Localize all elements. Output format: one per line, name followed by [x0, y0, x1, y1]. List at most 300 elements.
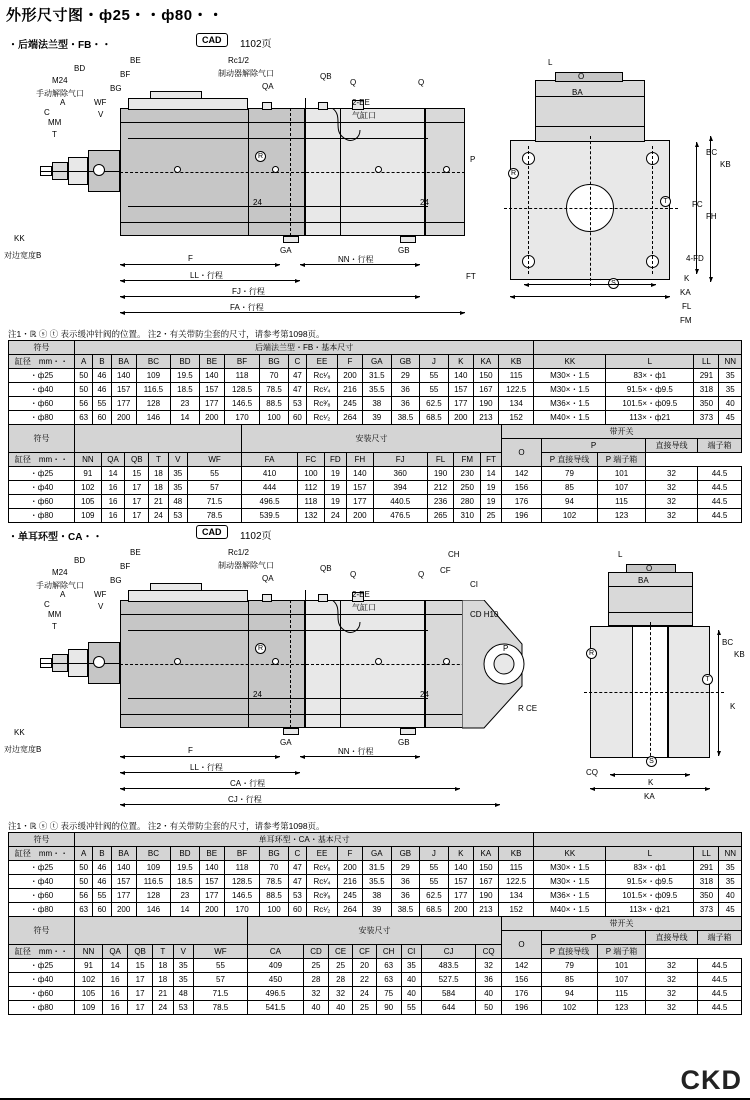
fb-mounting-dimensions-table	[8, 424, 742, 523]
cell: 15	[128, 959, 153, 973]
cell: 24	[149, 509, 168, 523]
cell: 14	[481, 467, 502, 481]
cell: 60	[93, 411, 111, 425]
table-row	[9, 973, 742, 987]
cell: 39	[363, 903, 392, 917]
cell: 410	[242, 467, 298, 481]
cell: 250	[454, 481, 481, 495]
cell: 142	[502, 467, 542, 481]
cell: M36×・1.5	[534, 397, 606, 411]
cell: 88.5	[260, 397, 289, 411]
cell: 291	[694, 861, 719, 875]
cell: 146	[136, 411, 170, 425]
cell: 50	[75, 369, 93, 383]
cell: 38.5	[391, 903, 420, 917]
cell: Rc¹⁄₄	[307, 383, 338, 397]
ca-t2-h-7: CD	[303, 945, 328, 959]
cell: 132	[298, 509, 325, 523]
cell: 476.5	[373, 509, 427, 523]
cell: M30×・1.5	[534, 875, 606, 889]
cell: 310	[454, 509, 481, 523]
cell: 122.5	[498, 383, 533, 397]
ca-t1-h-14: K	[448, 847, 473, 861]
cad-badge-fb: CAD	[196, 33, 228, 47]
cell: 19	[324, 467, 346, 481]
cell: 47	[288, 861, 306, 875]
cell: 15	[125, 467, 149, 481]
ca-t2-r1-size: ・ф40	[9, 973, 75, 987]
cell: 167	[473, 875, 498, 889]
ca-t1-h-1: B	[93, 847, 111, 861]
cell: 128.5	[224, 875, 259, 889]
cell: 53	[288, 889, 306, 903]
cell: 150	[473, 861, 498, 875]
cell: 18.5	[171, 383, 200, 397]
cell: 115	[498, 369, 533, 383]
cell: 19.5	[171, 369, 200, 383]
cell: 200	[199, 411, 224, 425]
cell: 63	[376, 973, 401, 987]
cell: 245	[337, 889, 362, 903]
cell: 140	[199, 861, 224, 875]
cell: 102	[542, 1001, 598, 1015]
cell: 75	[376, 987, 401, 1001]
cell: 109	[75, 1001, 103, 1015]
cell: 200	[448, 903, 473, 917]
cell: 70	[260, 369, 289, 383]
cell: 94	[542, 987, 598, 1001]
section-heading-fb: ・后端法兰型・FB・・	[8, 40, 112, 51]
ca-mounting-dimensions-table	[8, 916, 742, 1015]
cell: 196	[502, 1001, 542, 1015]
cell: 55	[420, 861, 449, 875]
cell: 109	[75, 509, 102, 523]
ca-note: 注1・ℝ ⓢ ⓣ 表示缓冲针阀的位置。 注2・有关带防尘套的尺寸，请参考第1098页。	[8, 821, 325, 831]
cell: 21	[149, 495, 168, 509]
cell: 24	[153, 1001, 173, 1015]
cell: Rc³⁄₈	[307, 397, 338, 411]
cell: 157	[199, 383, 224, 397]
fb-t1-h-17: KK	[534, 355, 606, 369]
ca-t1-corner: 符号	[9, 833, 75, 847]
cell: 68.5	[420, 903, 449, 917]
cell: 444	[242, 481, 298, 495]
cad-page-ca: 1102页	[240, 531, 272, 542]
cell: 25	[353, 1001, 376, 1015]
cell: M30×・1.5	[534, 383, 606, 397]
fb-side-view: R M24 手动解除气口 A WF C V MM T BD BE BF BG Rc1/2 制动器解除气口 QA QB Q Q 2-EE 气缸口 KK 对边宽度B 24 24 P GA GB F LL・行程 NN・行程 FJ・行程 FA・行程 FT	[4, 56, 476, 312]
fb-t2-sub-3: 端子箱	[698, 439, 742, 453]
cell: 118	[224, 369, 259, 383]
cell: 78.5	[188, 509, 242, 523]
cell: 55	[193, 959, 247, 973]
ca-t2-extra-group: 带开关	[502, 917, 742, 931]
cell: 56	[75, 397, 93, 411]
cell: 79	[542, 959, 598, 973]
fb-t2-h-12: FM	[454, 453, 481, 467]
cell: 55	[401, 1001, 421, 1015]
cell: 44.5	[698, 987, 742, 1001]
cell: 35	[719, 861, 742, 875]
fb-t2-sub-1: P 端子箱	[598, 453, 646, 467]
cell: 122.5	[498, 875, 533, 889]
cell: 57	[188, 481, 242, 495]
cell: 40	[719, 889, 742, 903]
cell: 38	[363, 889, 392, 903]
cell: M30×・1.5	[534, 861, 606, 875]
cell: 71.5	[193, 987, 247, 1001]
ca-t2-group-title: 安装尺寸	[247, 917, 501, 945]
fb-t2-r2-size: ・ф60	[9, 495, 75, 509]
cell: 100	[260, 411, 289, 425]
cell: 483.5	[422, 959, 476, 973]
cell: 142	[502, 959, 542, 973]
ca-t2-rowlabel: 缸径 mm・・	[9, 945, 75, 959]
cell: 32	[646, 987, 698, 1001]
cell: 44.5	[698, 959, 742, 973]
cell: 496.5	[242, 495, 298, 509]
cell: 83×・ф1	[606, 861, 694, 875]
table-row	[9, 411, 742, 425]
cell: 200	[111, 411, 136, 425]
ca-t1-h-20: NN	[719, 847, 742, 861]
cell: 118	[224, 861, 259, 875]
cell: 47	[288, 875, 306, 889]
cell: 57	[193, 973, 247, 987]
fb-t2-h-2: QB	[125, 453, 149, 467]
cell: Rc¹⁄₂	[307, 903, 338, 917]
cell: 123	[598, 509, 646, 523]
cell: 14	[103, 959, 128, 973]
cell: 190	[427, 467, 454, 481]
cell: 36	[391, 383, 420, 397]
brand-logo: CKD	[680, 1065, 742, 1095]
cell: 91.5×・ф9.5	[606, 383, 694, 397]
cell: 157	[199, 875, 224, 889]
cell: 25	[328, 959, 352, 973]
cell: Rc¹⁄₈	[307, 861, 338, 875]
cell: 212	[427, 481, 454, 495]
cell: 102	[542, 509, 598, 523]
cell: 91	[75, 959, 103, 973]
cell: 140	[448, 369, 473, 383]
cell: 128	[136, 889, 170, 903]
cell: 60	[288, 903, 306, 917]
cell: 68.5	[420, 411, 449, 425]
cell: 16	[103, 987, 128, 1001]
cell: 44.5	[698, 481, 742, 495]
cell: 318	[694, 875, 719, 889]
cell: 35	[173, 959, 193, 973]
ca-t2-h-1: QA	[103, 945, 128, 959]
ca-t1-r2-size: ・ф60	[9, 889, 75, 903]
ca-t2-r0-size: ・ф25	[9, 959, 75, 973]
cell: 90	[376, 1001, 401, 1015]
cell: 50	[476, 1001, 502, 1015]
cell: 496.5	[247, 987, 303, 1001]
fb-t1-r0-size: ・ф25	[9, 369, 75, 383]
cell: 16	[101, 495, 125, 509]
ca-side-view: R M24 手动解除气口 A WF C V MM T BD BE BF BG Rc1/2 制动器解除气口 QA QB Q Q 2-EE 气缸口 CH CF CI CD H10 KK 对边宽度B 24 24 P R CE GA GB F NN・行程 LL・行程 CA・行程 CJ・行程	[4, 548, 538, 804]
cell: 32	[646, 481, 698, 495]
fb-t2-h-8: FD	[324, 453, 346, 467]
cell: 38.5	[391, 411, 420, 425]
cell: 21	[153, 987, 173, 1001]
cell: 46	[93, 875, 111, 889]
ca-t1-h-6: BF	[224, 847, 259, 861]
cell: 24	[324, 509, 346, 523]
cell: 62.5	[420, 889, 449, 903]
cell: 32	[476, 959, 502, 973]
cell: 35	[719, 875, 742, 889]
ca-t2-sub-0: P 直接导线	[542, 945, 598, 959]
cell: 62.5	[420, 397, 449, 411]
fb-t1-h-9: EE	[307, 355, 338, 369]
ca-t1-h-15: KA	[473, 847, 498, 861]
fb-t2-h-1: QA	[101, 453, 125, 467]
cell: 55	[420, 383, 449, 397]
cell: 46	[93, 861, 111, 875]
fb-t2-h-13: FT	[481, 453, 502, 467]
cell: 177	[111, 889, 136, 903]
cell: 123	[598, 1001, 646, 1015]
cell: 140	[347, 467, 374, 481]
cell: M40×・1.5	[534, 903, 606, 917]
cell: 200	[347, 509, 374, 523]
cell: 170	[224, 411, 259, 425]
ca-t2-h-5: WF	[193, 945, 247, 959]
cell: 100	[260, 903, 289, 917]
ca-t2-r2-size: ・ф60	[9, 987, 75, 1001]
ca-t2-r3-size: ・ф80	[9, 1001, 75, 1015]
cell: 14	[101, 467, 125, 481]
cell: 350	[694, 397, 719, 411]
cell: 53	[173, 1001, 193, 1015]
cell: 32	[303, 987, 328, 1001]
cell: 280	[454, 495, 481, 509]
cell: 134	[498, 397, 533, 411]
cell: 18	[153, 959, 173, 973]
section-heading-ca: ・单耳环型・CA・・	[8, 532, 103, 543]
ca-t1-rowlabel: 缸径 mm・・	[9, 847, 75, 861]
cell: 55	[93, 397, 111, 411]
ca-t1-r1-size: ・ф40	[9, 875, 75, 889]
cell: 190	[473, 397, 498, 411]
fb-t2-h-5: WF	[188, 453, 242, 467]
cell: 85	[542, 973, 598, 987]
cell: 112	[298, 481, 325, 495]
ca-t1-h-5: BE	[199, 847, 224, 861]
ca-t2-h-12: CJ	[422, 945, 476, 959]
cell: 16	[103, 973, 128, 987]
ca-t2-sub-1: P 端子箱	[598, 945, 646, 959]
ca-t1-extra-group	[534, 833, 742, 847]
cell: 63	[75, 903, 93, 917]
cell: 40	[476, 987, 502, 1001]
fb-t1-h-10: F	[337, 355, 362, 369]
cell: 44.5	[698, 509, 742, 523]
cell: 28	[328, 973, 352, 987]
ca-t1-h-19: LL	[694, 847, 719, 861]
cell: Rc¹⁄₄	[307, 875, 338, 889]
cad-badge-ca: CAD	[196, 525, 228, 539]
cell: 36	[391, 875, 420, 889]
cell: 56	[75, 889, 93, 903]
cell: 156	[502, 481, 542, 495]
cell: 17	[125, 495, 149, 509]
fb-t2-h-0: NN	[75, 453, 102, 467]
cell: 102	[75, 973, 103, 987]
fb-t2-sub-0: P 直接导线	[542, 453, 598, 467]
cell: 128.5	[224, 383, 259, 397]
cell: 55	[420, 369, 449, 383]
cell: 101	[598, 467, 646, 481]
fb-t1-h-13: J	[420, 355, 449, 369]
cell: Rc¹⁄₈	[307, 369, 338, 383]
ca-t1-h-16: KB	[498, 847, 533, 861]
ca-t2-h-O: O	[502, 931, 542, 959]
cell: 55	[188, 467, 242, 481]
ca-t2-h-8: CE	[328, 945, 352, 959]
cell: 115	[598, 987, 646, 1001]
cell: 19	[481, 495, 502, 509]
cell: 53	[288, 397, 306, 411]
cell: 70	[260, 861, 289, 875]
cell: 200	[337, 369, 362, 383]
cell: 48	[168, 495, 187, 509]
ca-t1-h-8: C	[288, 847, 306, 861]
cell: 14	[171, 903, 200, 917]
fb-t2-group-title: 安装尺寸	[242, 425, 502, 453]
fb-t2-r3-size: ・ф80	[9, 509, 75, 523]
cell: 360	[373, 467, 427, 481]
cell: 101	[598, 959, 646, 973]
cell: M36×・1.5	[534, 889, 606, 903]
table-row	[9, 369, 742, 383]
cell: 140	[111, 861, 136, 875]
ca-t2-corner: 符号	[9, 917, 75, 945]
table-row	[9, 1001, 742, 1015]
cell: 116.5	[136, 875, 170, 889]
cell: 88.5	[260, 889, 289, 903]
cell: 60	[93, 903, 111, 917]
fb-t1-h-2: BA	[111, 355, 136, 369]
table-row	[9, 383, 742, 397]
cell: 101.5×・ф09.5	[606, 889, 694, 903]
fb-t2-h-3: T	[149, 453, 168, 467]
cell: 213	[473, 903, 498, 917]
cell: 16	[101, 481, 125, 495]
cell: 156	[502, 973, 542, 987]
cell: 16	[103, 1001, 128, 1015]
cell: 35	[719, 383, 742, 397]
cell: 47	[288, 383, 306, 397]
ca-t2-h-6: CA	[247, 945, 303, 959]
cell: Rc¹⁄₂	[307, 411, 338, 425]
ca-t1-h-12: GB	[391, 847, 420, 861]
cell: 140	[199, 369, 224, 383]
cell: 35	[168, 481, 187, 495]
fb-t1-h-7: BG	[260, 355, 289, 369]
cell: 32	[328, 987, 352, 1001]
table-row	[9, 397, 742, 411]
ca-t2-h-4: V	[173, 945, 193, 959]
cell: 25	[303, 959, 328, 973]
ca-t2-h-2: QB	[128, 945, 153, 959]
cell: 17	[128, 973, 153, 987]
table-row	[9, 987, 742, 1001]
ca-t2-blank	[75, 917, 248, 945]
fb-t1-h-18: L	[606, 355, 694, 369]
cell: 113×・ф21	[606, 411, 694, 425]
cell: 18	[153, 973, 173, 987]
cell: 213	[473, 411, 498, 425]
ca-t1-h-7: BG	[260, 847, 289, 861]
cell: 55	[93, 889, 111, 903]
cell: 94	[542, 495, 598, 509]
fb-t2-r0-size: ・ф25	[9, 467, 75, 481]
cell: 541.5	[247, 1001, 303, 1015]
table-row	[9, 959, 742, 973]
cell: 40	[719, 397, 742, 411]
ca-t2-h-10: CH	[376, 945, 401, 959]
fb-t2-P-group: P	[542, 439, 646, 453]
cell: 265	[427, 509, 454, 523]
cell: 31.5	[363, 369, 392, 383]
cell: 318	[694, 383, 719, 397]
cell: 157	[111, 875, 136, 889]
cell: 18	[149, 481, 168, 495]
cell: 45	[719, 903, 742, 917]
fb-t2-blank	[75, 425, 242, 453]
cell: 32	[646, 973, 698, 987]
cell: 115	[598, 495, 646, 509]
cell: 177	[448, 397, 473, 411]
cell: 584	[422, 987, 476, 1001]
cell: 644	[422, 1001, 476, 1015]
cell: 177	[199, 397, 224, 411]
fb-t1-h-0: A	[75, 355, 93, 369]
fb-t1-h-20: NN	[719, 355, 742, 369]
cell: 373	[694, 411, 719, 425]
fb-t2-h-11: FL	[427, 453, 454, 467]
fb-t2-h-10: FJ	[373, 453, 427, 467]
cell: 177	[111, 397, 136, 411]
fb-t1-h-19: LL	[694, 355, 719, 369]
cell: 134	[498, 889, 533, 903]
cell: 19	[324, 481, 346, 495]
fb-t1-extra-group	[534, 341, 742, 355]
cell: 216	[337, 875, 362, 889]
cell: 45	[719, 411, 742, 425]
ca-t2-h-13: CQ	[476, 945, 502, 959]
fb-t1-h-6: BF	[224, 355, 259, 369]
cell: 60	[288, 411, 306, 425]
cell: 152	[498, 411, 533, 425]
cell: 48	[173, 987, 193, 1001]
fb-t2-sub-2: 直接导线	[646, 439, 698, 453]
ca-t1-r0-size: ・ф25	[9, 861, 75, 875]
cell: 44.5	[698, 1001, 742, 1015]
cell: 79	[542, 467, 598, 481]
cell: 140	[111, 369, 136, 383]
cell: 146.5	[224, 889, 259, 903]
cell: 20	[353, 959, 376, 973]
fb-t2-h-9: FH	[347, 453, 374, 467]
cell: 113×・ф21	[606, 903, 694, 917]
cell: 177	[199, 889, 224, 903]
cell: 50	[75, 383, 93, 397]
